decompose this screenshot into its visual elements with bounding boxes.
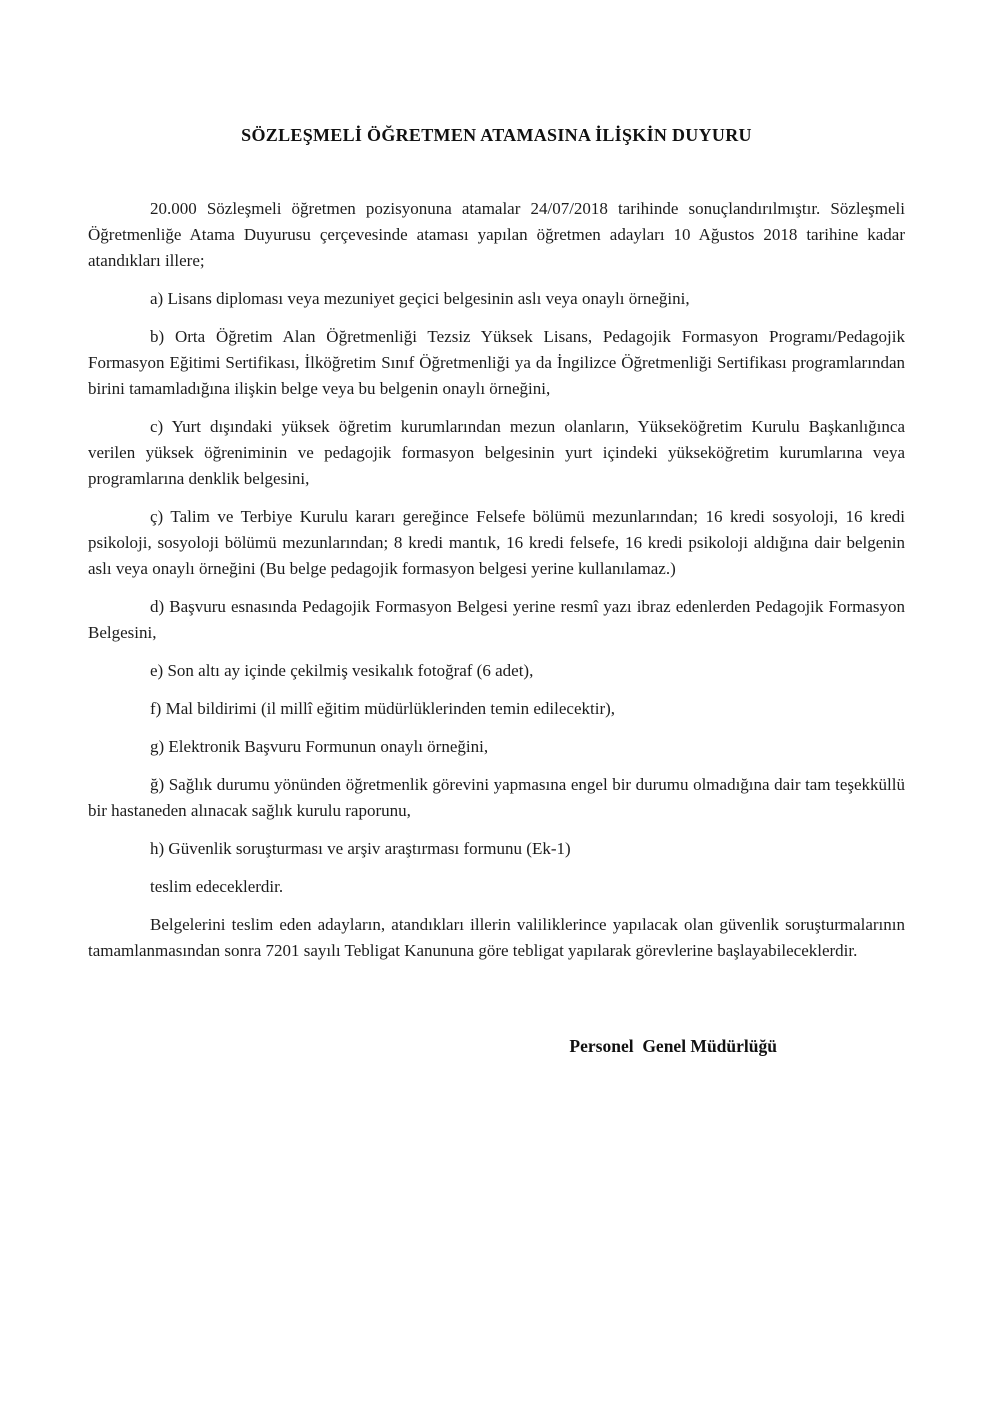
list-item-h: h) Güvenlik soruşturması ve arşiv araştırması formunu (Ek-1) [150,839,571,858]
signature-department: Personel Genel Müdürlüğü [569,1036,777,1056]
document-body [88,196,905,964]
list-item-a: a) Lisans diploması veya mezuniyet geçici belgesinin aslı veya onaylı örneğini, [150,289,690,308]
paragraph-deliver: teslim edeceklerdir. [150,877,284,896]
paragraph-intro: 20.000 Sözleşmeli öğretmen pozisyonuna atamalar 24/07/2018 tarihinde sonuçlandırılmıştır. Sözleşmeli Öğretmenliğe Atama Duyurusu çerçevesinde ataması yapılan öğretmen adayları 10 Ağustos 2018 tarihine kadar atandıkları illere; [88,199,905,270]
list-item-c-cedilla: ç) Talim ve Terbiye Kurulu kararı gereğince Felsefe bölümü mezunlarından; 16 kredi sosyoloji, 16 kredi psikoloji, sosyoloji bölümü mezunlarından; 8 kredi mantık, 16 kredi felsefe, 16 kredi psikoloji aldığına dair belgenin aslı veya onaylı örneğini (Bu belge pedagojik formasyon belgesi yerine kullanılamaz.) [88,507,905,578]
list-item-b: b) Orta Öğretim Alan Öğretmenliği Tezsiz Yüksek Lisans, Pedagojik Formasyon Programı/Pedagojik Formasyon Eğitimi Sertifikası, İlköğretim Sınıf Öğretmenliği ya da İngilizce Öğretmenliği Sertifikası programlarından birini tamamladığına ilişkin belge veya bu belgenin onaylı örneğini, [88,327,905,398]
paragraph-closing: Belgelerini teslim eden adayların, atandıkları illerin valiliklerince yapılacak olan güvenlik soruşturmalarının tamamlanmasından sonra 7201 sayılı Tebligat Kanununa göre tebligat yapılarak görevlerine başlayabileceklerdir. [88,915,905,960]
list-item-c: c) Yurt dışındaki yüksek öğretim kurumlarından mezun olanların, Yükseköğretim Kurulu Başkanlığınca verilen yüksek öğreniminin ve pedagojik formasyon belgesinin yurt içindeki yükseköğretim kurumlarına veya programlarına denklik belgesini, [88,417,905,488]
list-item-d: d) Başvuru esnasında Pedagojik Formasyon Belgesi yerine resmî yazı ibraz edenlerden Pedagojik Formasyon Belgesini, [88,597,905,642]
list-item-g: g) Elektronik Başvuru Formunun onaylı örneğini, [150,737,489,756]
list-item-e: e) Son altı ay içinde çekilmiş vesikalık fotoğraf (6 adet), [150,661,534,680]
list-item-f: f) Mal bildirimi (il millî eğitim müdürlüklerinden temin edilecektir), [150,699,616,718]
document-title: SÖZLEŞMELİ ÖĞRETMEN ATAMASINA İLİŞKİN DUYURU [241,125,752,145]
list-item-g-breve: ğ) Sağlık durumu yönünden öğretmenlik görevini yapmasına engel bir durumu olmadığına dair tam teşekküllü bir hastaneden alınacak sağlık kurulu raporunu, [88,775,905,820]
